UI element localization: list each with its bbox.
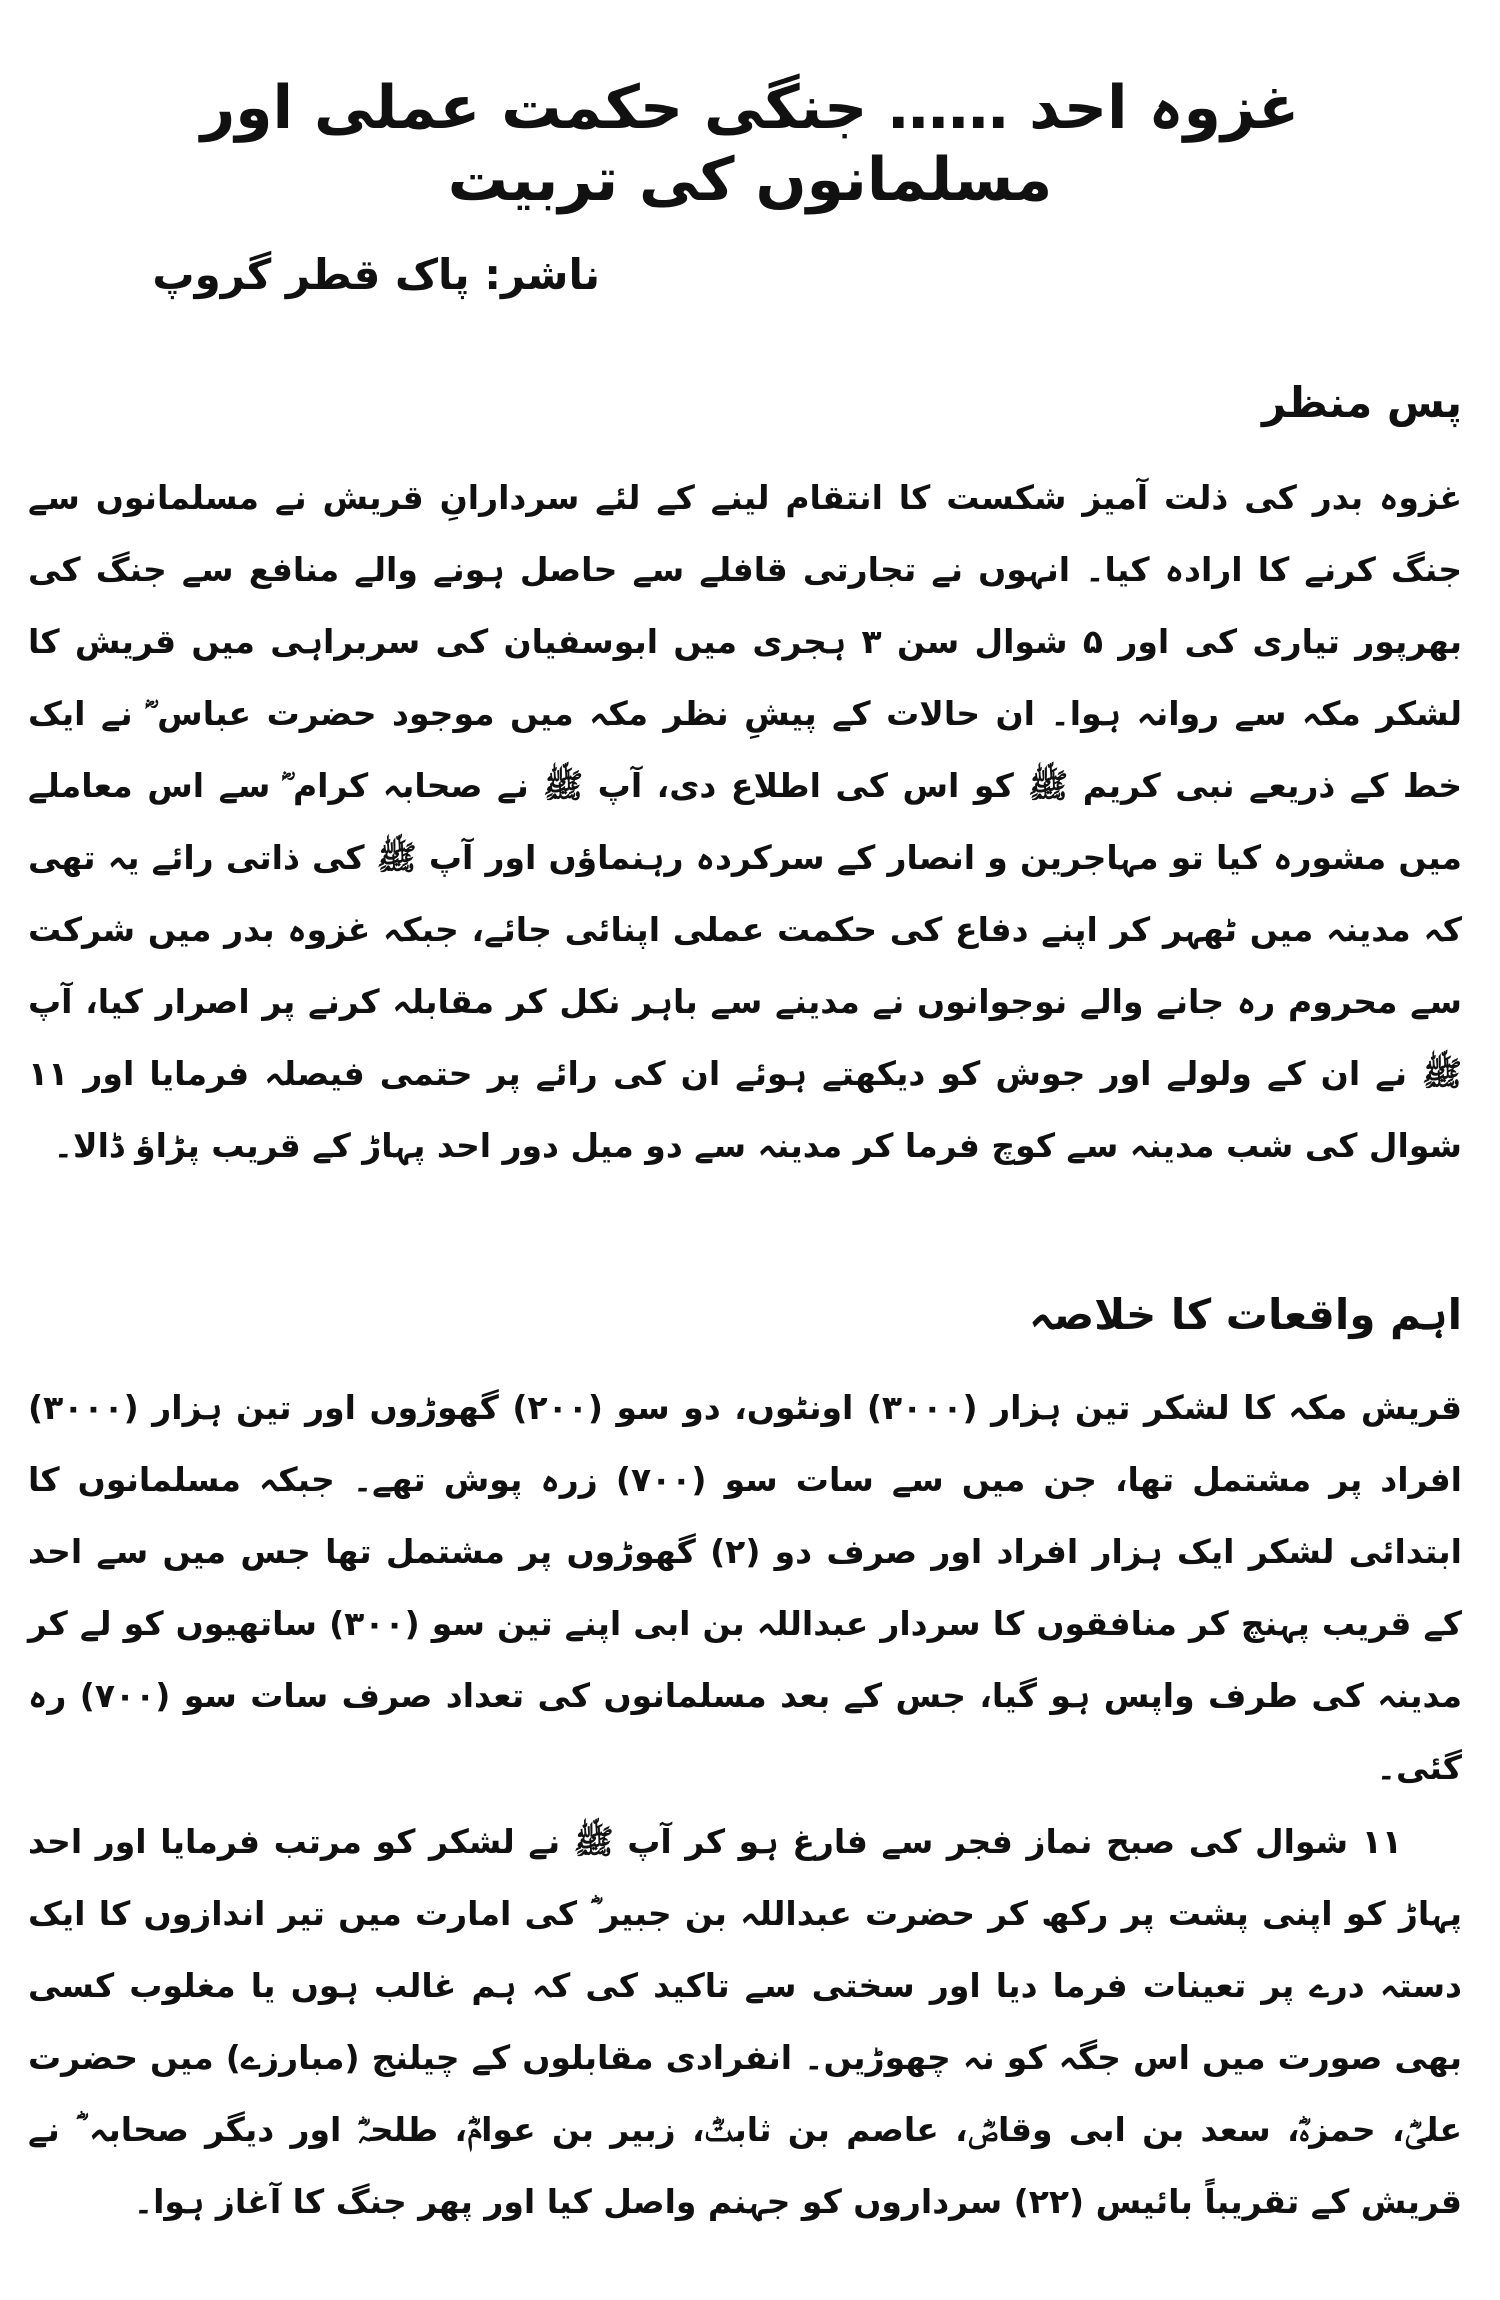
paragraph-background: غزوہ بدر کی ذلت آمیز شکست کا انتقام لینے کے لئے سردارانِ قریش نے مسلمانوں سے جنگ کرنے کا ارادہ کیا۔ انہوں نے تجارتی قافلے سے حاصل ہونے والے منافع سے جنگ کی بھرپور تیاری کی اور ۵ شوال سن ۳ ہجری میں ابوسفیان کی سربراہی میں قریش کا لشکر مکہ سے روانہ ہوا۔ ان حالات کے پیشِ نظر مکہ میں موجود حضرت عباس ؓ نے ایک خط کے ذریعے نبی کریم ﷺ کو اس کی اطلاع دی، آپ ﷺ نے صحابہ کرام ؓ سے اس معاملے میں مشورہ کیا تو مہاجرین و انصار کے سرکردہ رہنماؤں اور آپ ﷺ کی ذاتی رائے یہ تھی کہ مدینہ میں ٹھہر کر اپنے دفاع کی حکمت عملی اپنائی جائے، جبکہ غزوہ بدر میں شرکت سے محروم رہ جانے والے نوجوانوں نے مدینے سے باہر نکل کر مقابلہ کرنے پر اصرار کیا، آپ ﷺ نے ان کے ولولے اور جوش کو دیکھتے ہوئے ان کی رائے پر حتمی فیصلہ فرمایا اور ۱۱ شوال کی شب مدینہ سے کوچ فرما کر مدینہ سے دو میل دور احد پہاڑ کے قریب پڑاؤ ڈالا۔ (28, 478, 1462, 1165)
section-heading-background: پس منظر (1262, 378, 1462, 427)
paragraph-battle-start: ۱۱ شوال کی صبح نماز فجر سے فارغ ہو کر آپ ﷺ نے لشکر کو مرتب فرمایا اور احد پہاڑ کو اپنی پشت پر رکھ کر حضرت عبداللہ بن جبیر ؓ کی امارت میں تیر اندازوں کا ایک دستہ درے پر تعینات فرما دیا اور سختی سے تاکید کی کہ ہم غالب ہوں یا مغلوب کسی بھی صورت میں اس جگہ کو نہ چھوڑیں۔ انفرادی مقابلوں کے چیلنج (مبارزے) میں حضرت علیؓ، حمزہؓ، سعد بن ابی وقاصؓ، عاصم بن ثابتؓ، زبیر بن عوامؓ، طلحہؓ اور دیگر صحابہ ؓ نے قریش کے تقریباً بائیس (۲۲) سرداروں کو جہنم واصل کیا اور پھر جنگ کا آغاز ہوا۔ (28, 1822, 1462, 2221)
page-title: غزوہ احد …… جنگی حکمت عملی اور مسلمانوں کی تربیت (200, 73, 1300, 215)
paragraph-army-strength: قریش مکہ کا لشکر تین ہزار (۳۰۰۰) اونٹوں، دو سو (۲۰۰) گھوڑوں اور تین ہزار (۳۰۰۰) افراد پر مشتمل تھا، جن میں سے سات سو (۷۰۰) زرہ پوش تھے۔ جبکہ مسلمانوں کا ابتدائی لشکر ایک ہزار افراد اور صرف دو (۲) گھوڑوں پر مشتمل تھا جس میں سے احد کے قریب پہنچ کر منافقوں کا سردار عبداللہ بن ابی اپنے تین سو (۳۰۰) ساتھیوں کو لے کر مدینہ کی طرف واپس ہو گیا، جس کے بعد مسلمانوں کی تعداد صرف سات سو (۷۰۰) رہ گئی۔ (28, 1388, 1463, 1787)
section-heading-summary: اہم واقعات کا خلاصہ (1028, 1290, 1462, 1339)
publisher-line: ناشر: پاک قطر گروپ (152, 250, 600, 299)
